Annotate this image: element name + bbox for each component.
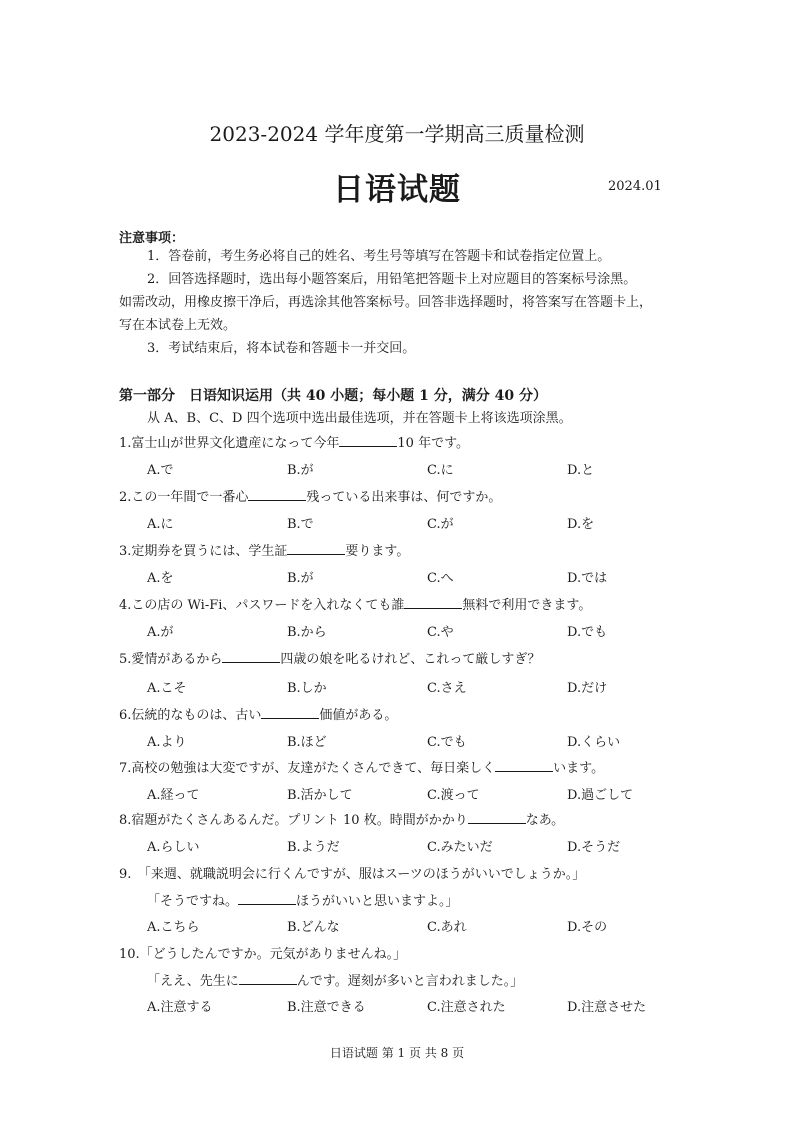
question-3 xyxy=(119,540,409,559)
question-stem-pre: 「そうですね。 xyxy=(147,894,239,909)
question-stem-pre: 4.この店の Wi-Fi、パスワードを入れなくても誰 xyxy=(119,598,405,613)
option-a: A.より xyxy=(147,735,187,750)
note-item: 3．考试结束后，将本试卷和答题卡一并交回。 xyxy=(147,341,416,356)
option-c: C.でも xyxy=(427,735,467,750)
answer-blank xyxy=(222,651,280,663)
question-9-line2 xyxy=(147,890,459,909)
exam-date: 2024.01 xyxy=(608,179,662,194)
option-a: A.注意する xyxy=(147,1000,213,1015)
option-d: D.では xyxy=(567,571,608,586)
question-9: 9. 「来週、就職説明会に行くんですが、服はスーツのほうがいいでしょうか。」 xyxy=(119,867,586,882)
option-b: B.ほど xyxy=(287,735,327,750)
option-c: C.へ xyxy=(427,571,454,586)
question-stem-post: 価値がある。 xyxy=(319,708,398,723)
option-d: D.その xyxy=(567,920,608,935)
answer-blank xyxy=(495,760,553,772)
question-6 xyxy=(119,704,397,723)
answer-blank xyxy=(287,543,345,555)
option-a: A.らしい xyxy=(147,840,200,855)
option-b: B.注意できる xyxy=(287,1000,366,1015)
exam-supertitle: 2023-2024 学年度第一学期高三质量检测 xyxy=(209,122,585,146)
answer-blank xyxy=(261,707,319,719)
section-instruction: 从 A、B、C、D 四个选项中选出最佳选项，并在答题卡上将该选项涂黑。 xyxy=(147,411,572,426)
option-c: C.注意された xyxy=(427,1000,506,1015)
question-stem-post: 要ります。 xyxy=(345,544,410,559)
exam-title: 日语试题 xyxy=(333,172,461,208)
option-d: D.そうだ xyxy=(567,840,621,855)
notes-title: 注意事项： xyxy=(119,231,185,246)
question-8 xyxy=(119,809,564,828)
question-stem-post: ほうがいいと思いますよ。」 xyxy=(296,894,459,909)
answer-blank xyxy=(248,489,306,501)
question-stem-pre: 3.定期券を買うには、学生証 xyxy=(119,544,288,559)
question-5 xyxy=(119,648,540,667)
option-c: C.みたいだ xyxy=(427,840,493,855)
answer-blank xyxy=(239,973,297,985)
option-b: B.しか xyxy=(287,681,327,696)
question-stem-post: 無料で利用できます。 xyxy=(462,598,592,613)
question-stem-pre: 1.富士山が世界文化遺産になって今年 xyxy=(119,436,340,451)
question-stem-post: 10 年です。 xyxy=(397,436,470,451)
option-d: D.注意させた xyxy=(567,1000,647,1015)
question-10: 10.「どうしたんですか。元気がありませんね。」 xyxy=(119,947,407,962)
question-2 xyxy=(119,486,501,505)
option-c: C.や xyxy=(427,625,454,640)
question-stem-pre: 8.宿題がたくさんあるんだ。プリント 10 枚。時間がかかり xyxy=(119,813,468,828)
question-stem-pre: 7.高校の勉強は大変ですが、友達がたくさんできて、毎日楽しく xyxy=(119,761,496,776)
question-1 xyxy=(119,432,469,451)
option-b: B.で xyxy=(287,517,314,532)
question-stem-pre: 2.この一年間で一番心 xyxy=(119,490,249,505)
option-d: D.を xyxy=(567,517,595,532)
option-a: A.が xyxy=(147,625,174,640)
option-c: C.に xyxy=(427,463,454,478)
option-d: D.くらい xyxy=(567,735,621,750)
note-item: 如需改动，用橡皮擦干净后，再选涂其他答案标号。回答非选择题时，将答案写在答题卡上， xyxy=(119,295,653,310)
option-d: D.と xyxy=(567,463,595,478)
option-b: B.ようだ xyxy=(287,840,340,855)
note-item: 2．回答选择题时，选出每小题答案后，用铅笔把答题卡上对应题目的答案标号涂黑。 xyxy=(147,272,637,287)
option-a: A.に xyxy=(147,517,174,532)
answer-blank xyxy=(404,597,462,609)
option-a: A.で xyxy=(147,463,174,478)
option-a: A.を xyxy=(147,571,174,586)
section-title: 第一部分 日语知识运用（共 40 小题；每小题 1 分，满分 40 分） xyxy=(119,388,547,404)
answer-blank xyxy=(339,435,397,447)
question-stem-pre: 「ええ、先生に xyxy=(147,974,239,989)
question-10-line2 xyxy=(147,970,523,989)
answer-blank xyxy=(238,893,296,905)
question-stem-post: なあ。 xyxy=(525,813,565,828)
option-b: B.が xyxy=(287,463,314,478)
option-c: C.が xyxy=(427,517,454,532)
question-stem-post: います。 xyxy=(553,761,605,776)
page-footer: 日语试题 第 1 页 共 8 页 xyxy=(329,1046,465,1060)
option-c: C.渡って xyxy=(427,788,480,803)
option-d: D.だけ xyxy=(567,681,608,696)
answer-blank xyxy=(468,812,526,824)
option-b: B.どんな xyxy=(287,920,340,935)
note-item: 写在本试卷上无效。 xyxy=(119,318,237,333)
option-c: C.あれ xyxy=(427,920,467,935)
option-d: D.でも xyxy=(567,625,608,640)
option-d: D.過ごして xyxy=(567,788,634,803)
question-7 xyxy=(119,757,604,776)
question-4 xyxy=(119,594,591,613)
option-a: A.こそ xyxy=(147,681,187,696)
note-item: 1．答卷前，考生务必将自己的姓名、考生号等填写在答题卡和试卷指定位置上。 xyxy=(147,249,611,264)
question-stem-post: 残っている出来事は、何ですか。 xyxy=(306,490,502,505)
option-c: C.さえ xyxy=(427,681,467,696)
question-stem-pre: 6.伝統的なものは、古い xyxy=(119,708,262,723)
option-b: B.が xyxy=(287,571,314,586)
question-stem-pre: 5.愛情があるから xyxy=(119,652,223,667)
option-b: B.から xyxy=(287,625,327,640)
question-stem-post: んです。遅刻が多いと言われました。」 xyxy=(296,974,524,989)
option-a: A.こちら xyxy=(147,920,200,935)
option-a: A.経って xyxy=(147,788,200,803)
option-b: B.活かして xyxy=(287,788,353,803)
question-stem-post: 四歳の娘を叱るけれど、これって厳しすぎ？ xyxy=(280,652,541,667)
